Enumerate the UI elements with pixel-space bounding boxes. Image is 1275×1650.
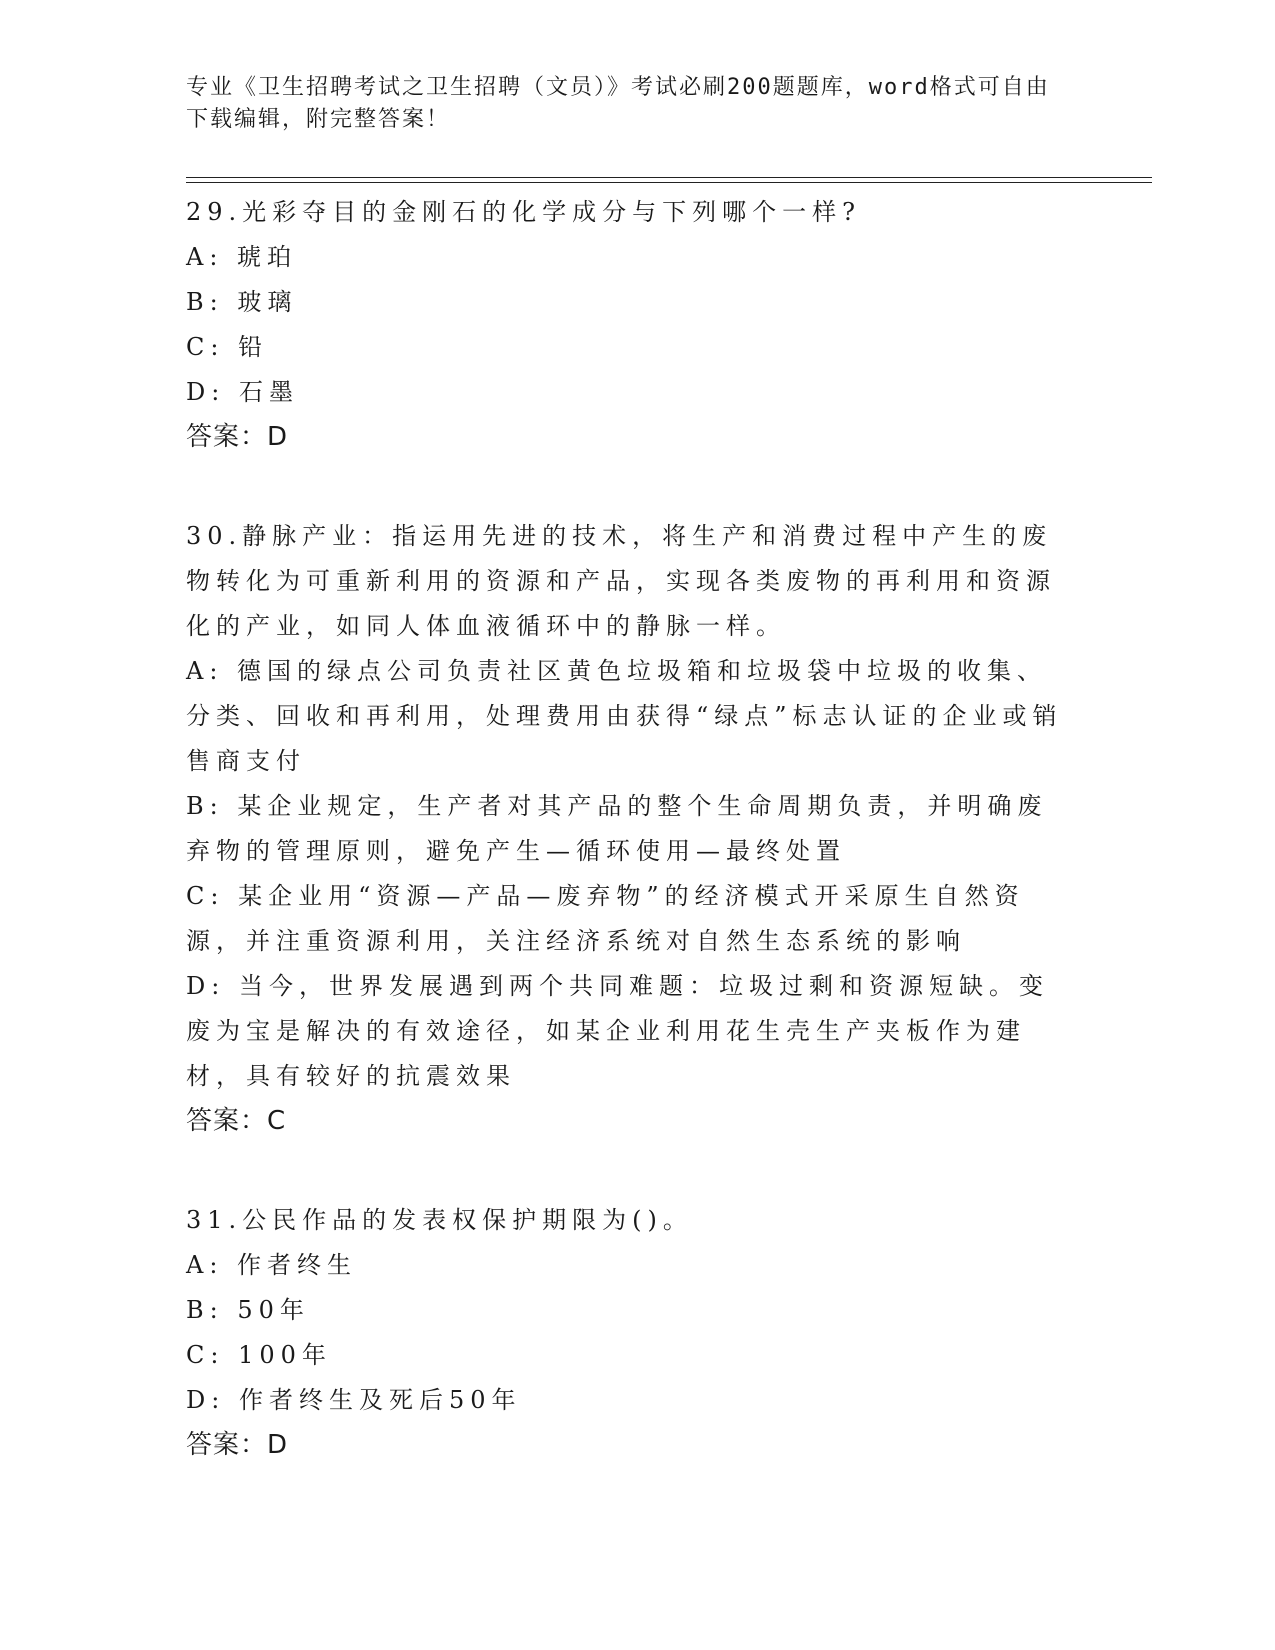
option-d: D: 作者终生及死后50年 bbox=[186, 1386, 522, 1414]
option-a: A: 德国的绿点公司负责社区黄色垃圾箱和垃圾袋中垃圾的收集、分类、回收和再利用，处理费用由获得“绿点”标志认证的企业或销售商支付 bbox=[186, 657, 1063, 775]
option-a: A: 琥珀 bbox=[186, 243, 298, 271]
option-d: D: 当今，世界发展遇到两个共同难题：垃圾过剩和资源短缺。变废为宝是解决的有效途径，如某企业利用花生壳生产夹板作为建材，具有较好的抗震效果 bbox=[186, 972, 1049, 1090]
option-b: B: 50年 bbox=[186, 1296, 310, 1324]
option-d: D: 石墨 bbox=[186, 378, 299, 406]
question-stem: 29.光彩夺目的金刚石的化学成分与下列哪个一样? bbox=[186, 198, 862, 226]
header-rule-bottom bbox=[186, 182, 1152, 183]
header-rule-top bbox=[186, 177, 1152, 178]
answer-label: 答案：C bbox=[186, 1106, 287, 1136]
option-a: A: 作者终生 bbox=[186, 1251, 358, 1279]
answer-label: 答案：D bbox=[186, 422, 289, 452]
question-31 bbox=[186, 1198, 1076, 1468]
option-b: B: 玻璃 bbox=[186, 288, 298, 316]
question-stem: 30.静脉产业：指运用先进的技术，将生产和消费过程中产生的废物转化为可重新利用的资源和产品，实现各类废物的再利用和资源化的产业，如同人体血液循环中的静脉一样。 bbox=[186, 522, 1056, 640]
option-b: B: 某企业规定，生产者对其产品的整个生命周期负责，并明确废弃物的管理原则，避免产生—循环使用—最终处置 bbox=[186, 792, 1048, 865]
question-list bbox=[186, 190, 1076, 1522]
answer-label: 答案：D bbox=[186, 1430, 289, 1460]
option-c: C: 100年 bbox=[186, 1341, 332, 1369]
option-c: C: 铅 bbox=[186, 333, 269, 361]
option-c: C: 某企业用“资源—产品—废弃物”的经济模式开采原生自然资源，并注重资源利用，关注经济系统对自然生态系统的影响 bbox=[186, 882, 1025, 955]
question-30 bbox=[186, 514, 1076, 1144]
document-header: 专业《卫生招聘考试之卫生招聘（文员）》考试必刷200题题库，word格式可自由下载编辑，附完整答案！ bbox=[186, 75, 1050, 132]
question-stem: 31.公民作品的发表权保护期限为()。 bbox=[186, 1206, 693, 1234]
question-29 bbox=[186, 190, 1076, 460]
